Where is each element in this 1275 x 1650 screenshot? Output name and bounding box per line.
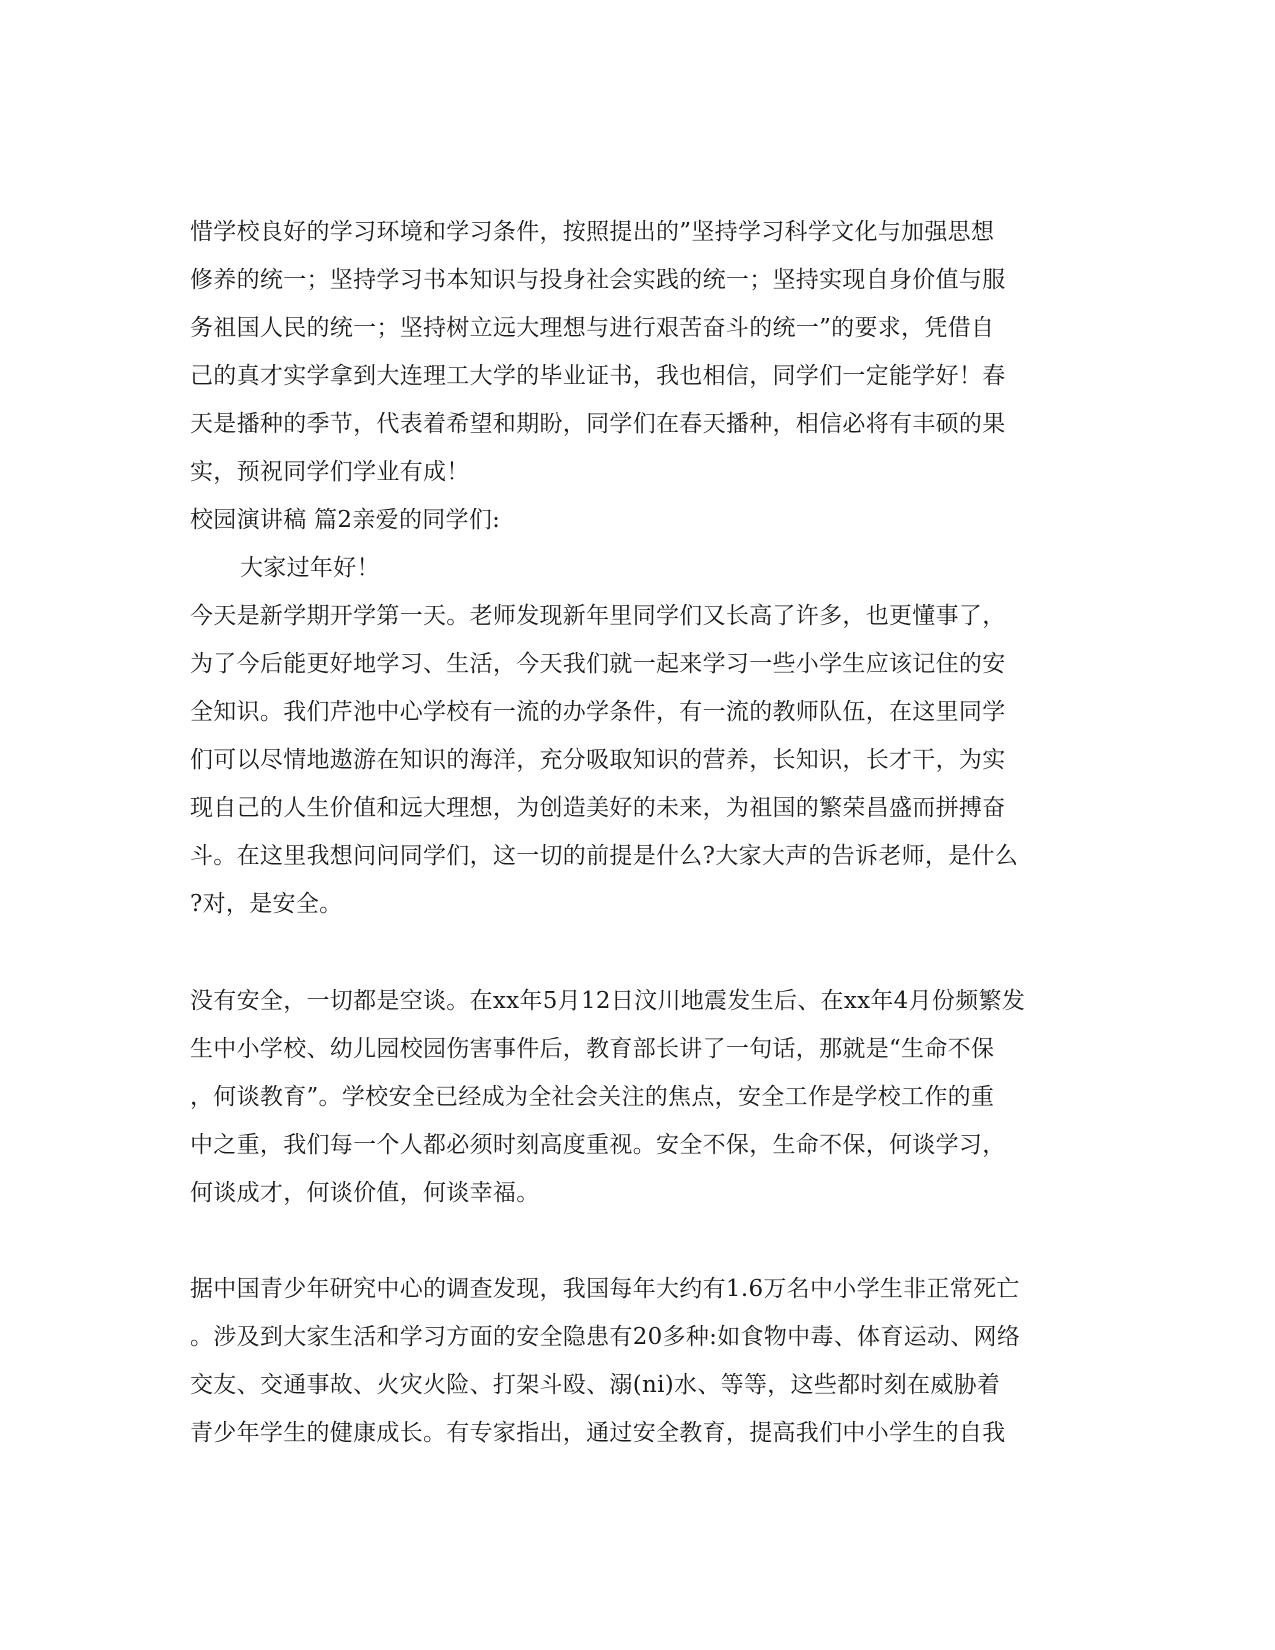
text-line: 惜学校良好的学习环境和学习条件，按照提出的”坚持学习科学文化与加强思想 [190,219,995,245]
text-line: 己的真才实学拿到大连理工大学的毕业证书，我也相信，同学们一定能学好！春 [190,363,1006,389]
text-line: 务祖国人民的统一；坚持树立远大理想与进行艰苦奋斗的统一”的要求，凭借自 [190,315,995,341]
text-line: 实，预祝同学们学业有成！ [190,459,470,485]
text-line: 现自己的人生价值和远大理想，为创造美好的未来，为祖国的繁荣昌盛而拼搏奋 [190,795,1006,821]
text-line: ?对，是安全。 [190,891,343,917]
text-line: 何谈成才，何谈价值，何谈幸福。 [190,1180,540,1206]
text-line: 据中国青少年研究中心的调查发现，我国每年大约有1.6万名中小学生非正常死亡 [190,1276,1020,1302]
paragraph-block-2 [190,977,1085,1217]
text-line: 斗。在这里我想问问同学们，这一切的前提是什么?大家大声的告诉老师，是什么 [190,843,1019,869]
text-line: 。涉及到大家生活和学习方面的安全隐患有20多种:如食物中毒、体育运动、网络 [190,1324,1021,1350]
text-line: ，何谈教育”。学校安全已经成为全社会关注的焦点，安全工作是学校工作的重 [190,1084,995,1110]
text-line: 青少年学生的健康成长。有专家指出，通过安全教育，提高我们中小学生的自我 [190,1420,1006,1446]
text-line: 修养的统一；坚持学习书本知识与投身社会实践的统一；坚持实现自身价值与服 [190,267,1006,293]
text-line: 中之重，我们每一个人都必须时刻高度重视。安全不保，生命不保，何谈学习， [190,1132,1006,1158]
text-line: 交友、交通事故、火灾火险、打架斗殴、溺(ni)水、等等，这些都时刻在威胁着 [190,1372,1001,1398]
text-line: 为了今后能更好地学习、生活，今天我们就一起来学习一些小学生应该记住的安 [190,651,1006,677]
paragraph-block-1 [190,208,1085,928]
text-line: 没有安全，一切都是空谈。在xx年5月12日汶川地震发生后、在xx年4月份频繁发 [190,988,1026,1014]
greeting-line: 大家过年好！ [240,555,380,581]
paragraph-block-3 [190,1265,1085,1457]
section-heading: 校园演讲稿 篇2亲爱的同学们: [190,507,501,533]
text-line: 全知识。我们芹池中心学校有一流的办学条件，有一流的教师队伍，在这里同学 [190,699,1006,725]
text-line: 今天是新学期开学第一天。老师发现新年里同学们又长高了许多，也更懂事了， [190,603,1006,629]
text-line: 生中小学校、幼儿园校园伤害事件后，教育部长讲了一句话，那就是“生命不保 [190,1036,995,1062]
text-line: 天是播种的季节，代表着希望和期盼，同学们在春天播种，相信必将有丰硕的果 [190,411,1006,437]
text-line: 们可以尽情地遨游在知识的海洋，充分吸取知识的营养，长知识，长才干，为实 [190,747,1006,773]
